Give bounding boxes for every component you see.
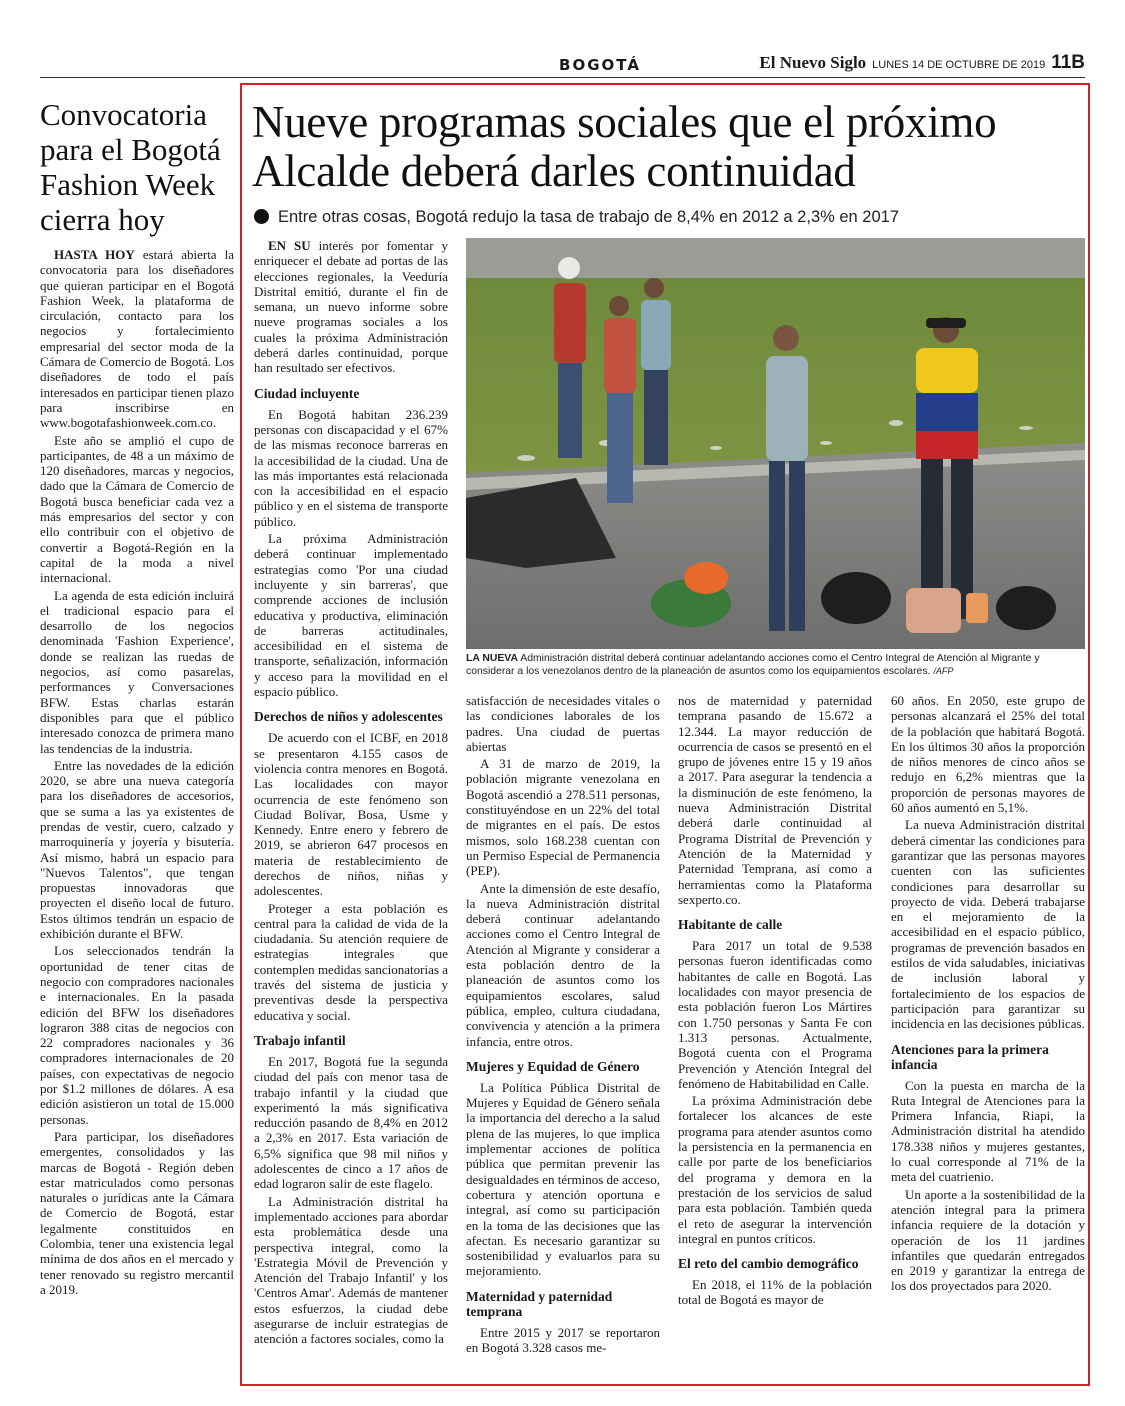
subheading: El reto del cambio demográfico — [678, 1256, 859, 1272]
paragraph: La nueva Administración distrital deberá cimentar las condiciones para garantizar que las personas mayores cuenten con las suficientes condiciones para desarrollar su proyecto de vida. Deberá trabajarse en el mejoramiento de la accesibilidad en el espacio público, programas de prevención basados en estilos de vida saludables, iniciativas de inclusión laboral y fortalecimiento de los espacios de participación para garantizar su incidencia en las decisiones públicas. — [891, 817, 1085, 1032]
paragraph: nos de maternidad y paternidad temprana pasando de 15.672 a 12.344. La mayor reducción de ocurrencia de casos se presentó en el grupo de jóvenes entre 15 y 19 años a 2017. Para asegurar la tendencia a la disminución de este fenómeno, la nueva Administración Distrital deberá darle continuidad al Programa Distrital de Prevención y Atención de la Maternidad y Paternidad Temprana, así como a herramientas como la Plataforma sexperto.co. — [678, 693, 872, 907]
paragraph: 60 años. En 2050, este grupo de personas alcanzará el 25% del total de la población que habitará Bogotá. En los últimos 30 años la proporción de niños menores de cinco años se redujo en 6,2% mientras que la proporción de personas mayores de 60 años aumentó en 5,1%. — [891, 693, 1085, 816]
caption-text: Administración distrital deberá continuar adelantando acciones como el Centro Integral de Atención al Migrante y considerar a los venezolanos dentro de la planeación de asuntos como los equipamientos escolares. — [466, 653, 1040, 677]
photo-caption — [466, 652, 1085, 678]
subheading: Habitante de calle — [678, 917, 783, 933]
subheading: Atenciones para la primera infancia — [891, 1041, 1049, 1072]
side-paragraph: Los seleccionados tendrán la oportunidad de tener citas de negocio con compradores nacionales e internacionales. En la pasada edición del BFW los diseñadores lograron 388 citas de negocios con 22 compradores nacionales y 36 compradores internacionales de 20 países, con expectativas de negocio por $1.2 millones de dólares. A esa edición asistieron un total de 15.000 personas. — [40, 943, 234, 1127]
paragraph: A 31 de marzo de 2019, la población migrante venezolana en Bogotá ascendió a 278.511 personas, constituyéndose en un 22% del total de migrantes en el país. De estos mismos, solo 168.238 cuentan con un Permiso Especial de Permanencia (PEP). — [466, 756, 660, 879]
side-lead: HASTA HOY — [54, 247, 135, 262]
deck-text: Entre otras cosas, Bogotá redujo la tasa de trabajo de 8,4% en 2012 a 2,3% en 2017 — [278, 208, 900, 226]
photo-credit: /AFP — [933, 666, 954, 676]
side-paragraph: HASTA HOY estará abierta la convocatoria para los diseñadores que quieran participar en el Bogotá Fashion Week, la plataforma de circulación, contacto para los negocios y fortalecimiento empresarial del sector moda de la Cámara de Comercio de Bogotá. Los diseñadores de todo el país interesados en participar tienen plazo para inscribirse en www.bogotafashionweek.com.co. — [40, 247, 235, 431]
paragraph: En 2018, el 11% de la población total de Bogotá es mayor de — [678, 1277, 872, 1308]
side-paragraph: Para participar, los diseñadores emergentes, consolidados y las marcas de Bogotá - Región deben estar matriculados como personas naturales o jurídicas ante la Cámara de Comercio de Bogotá, estar legalmente constituidos en Colombia, tener una existencia legal mínima de dos años en el mercado y tener renovado su registro mercantil a 2019. — [40, 1128, 234, 1297]
intro-paragraph: EN SU interés por fomentar y enriquecer el debate ad portas de las elecciones regionales, la Veeduría Distrital emitió, durante el fin de semana, un nuevo informe sobre nueve programas sociales a los cuales la próxima Administración deberá darles continuidad, porque han resultado ser efectivos. — [254, 238, 449, 376]
side-paragraph: Este año se amplió el cupo de participantes, de 48 a un máximo de 120 diseñadores, marcas y negocios, dado que la Cámara de Comercio de Bogotá busca beneficiar cada vez a más empresarios del sector y con ello contribuir con el objetivo de convertir a Bogotá-Región en la capital de la moda a nivel internacional. — [40, 432, 234, 586]
subheading: Ciudad incluyente — [254, 385, 360, 401]
side-paragraph: La agenda de esta edición incluirá el tradicional espacio para el desarrollo de los negocios denominada 'Fashion Experience', donde se realizan las ruedas de negocios, así como pasarelas, performances y Conversaciones BFW. Estas charlas estarán disponibles para que el público interesado conozca de primera mano las tendencias de la industria. — [40, 587, 234, 756]
subheading: Trabajo infantil — [254, 1032, 346, 1048]
paragraph: Ante la dimensión de este desafío, la nueva Administración distrital deberá continuar adelantando acciones como el Centro Integral de Atención al Migrante y considerar a esta población dentro de la planeación de asuntos como los equipamientos escolares, salud pública, empleo, cultura ciudadana, convivencia y atención a la primera infancia, entre otros. — [466, 880, 660, 1049]
paragraph: La próxima Administración debe fortalecer los alcances de este programa para atender asuntos como la persistencia en la permanencia en calle por parte de los beneficiarios del programa y demora en la prestación de los servicios de salud para esta población. También queda el reto de asegurar la intervención integral en puntos críticos. — [678, 1093, 872, 1246]
section-name: BOGOTÁ — [559, 56, 641, 74]
article-lead: EN SU — [268, 238, 311, 253]
side-article — [40, 97, 234, 1297]
main-headline: Nueve programas sociales que el próximo Alcalde deberá darles continuidad — [252, 97, 997, 196]
paragraph: La próxima Administración deberá continuar implementado estrategias como 'Por una ciudad incluyente y sin barreras', que comprende acciones de inclusión educativa y productiva, eliminación de barreras actitudinales, accesibilidad en el sistema de transporte, señalización, información y acceso para la movilidad en el espacio público. — [254, 531, 448, 700]
side-paragraph: Entre las novedades de la edición 2020, se abre una nueva categoría para los diseñadores de accesorios, que se suma a las ya existentes de prendas de vestir, cuero, calzado y marroquinería y joyería y bisutería. Así mismo, habrá un espacio para "Nuevos Talentos", que tengan propuestas innovadoras que proyecten el diseño local de futuro. Estos últimos tendrán un espacio de exhibición durante el BFW. — [40, 757, 234, 942]
issue-date: LUNES 14 DE OCTUBRE DE 2019 — [872, 59, 1046, 71]
photo-illustration — [466, 238, 1085, 649]
paragraph: Un aporte a la sostenibilidad de la atención integral para la primera infancia requiere de la dotación y operación de los 11 jardines infantiles que quedarán entregados en 2019 y garantizar la entrega de los dos proyectados para 2020. — [891, 1186, 1085, 1294]
news-photo — [466, 238, 1085, 649]
article-column-3 — [678, 693, 872, 1308]
paragraph: Con la puesta en marcha de la Ruta Integral de Atenciones para la Primera Infancia, Riapi, la Administración distrital ha atendido 178.338 niños y mujeres gestantes, lo cual corresponde al 71% de la meta del cuatrienio. — [891, 1077, 1085, 1185]
page-header — [40, 50, 1085, 78]
header-rule — [40, 77, 1085, 78]
paragraph: Entre 2015 y 2017 se reportaron en Bogotá 3.328 casos me- — [466, 1324, 660, 1355]
subheading: Mujeres y Equidad de Género — [466, 1058, 640, 1074]
paragraph: Proteger a esta población es central para la calidad de vida de la ciudadanía. Su atención requiere de estrategias integrales que contemplen medidas sancionatorias a través del sistema de justicia y preventivas desde la perspectiva educativa y social. — [254, 900, 448, 1023]
masthead — [759, 52, 1085, 74]
side-headline: Convocatoria para el Bogotá Fashion Week cierra hoy — [40, 97, 221, 237]
paragraph: La Política Pública Distrital de Mujeres y Equidad de Género señala la importancia del derecho a la salud plena de las mujeres, lo que implica implementar acciones de política pública que permitan prevenir las desigualdades en términos de acceso, cobertura y atención oportuna e integral, así como su participación en la toma de las decisiones que las afectan. Es necesario garantizar su sostenibilidad y evaluarlos para su mejoramiento. — [466, 1079, 660, 1279]
paragraph: La Administración distrital ha implementado acciones para abordar esta problemática desde una perspectiva integral, como la 'Estrategia Móvil de Prevención y Atención del Trabajo Infantil' y los 'Centros Amar'. Además de mantener estos esfuerzos, la ciudad debe asegurarse de incluir estrategias de atención a factores sociales, como la — [254, 1193, 448, 1347]
article-column-2 — [466, 693, 660, 1355]
article-column-4 — [891, 693, 1085, 1294]
subheading: Derechos de niños y adolescentes — [254, 709, 443, 725]
article-column-1 — [254, 238, 448, 1347]
paragraph: En 2017, Bogotá fue la segunda ciudad del país con menor tasa de trabajo infantil y la ciudad que experimentó la más significativa reducción pasando de 8,4% en 2012 a 2,3% en 2017. Esta variación de 6,5% significa que 98 mil niños y adolescentes de cinco a 17 años de edad lograron salir de este flagelo. — [254, 1053, 448, 1192]
paragraph: De acuerdo con el ICBF, en 2018 se presentaron 4.155 casos de violencia contra menores en Bogotá. Las localidades con mayor ocurrencia de este fenómeno son Ciudad Bolívar, Bosa, Usme y Kennedy. Entre enero y febrero de 2019, se abrieron 647 procesos en materia de restablecimiento de derechos de niños, niñas y adolescentes. — [254, 730, 448, 899]
bullet-icon — [254, 209, 269, 224]
paragraph: Para 2017 un total de 9.538 personas fueron identificadas como habitantes de calle en Bogotá. Las localidades con mayor presencia de esta población fueron Los Mártires con 1.750 personas y Santa Fe con 1.313 personas. Actualmente, Bogotá cuenta con el Programa Prevención y Atención Integral del fenómeno de Habitabilidad en Calle. — [678, 938, 872, 1091]
deck — [254, 208, 1084, 227]
paragraph: satisfacción de necesidades vitales o las condiciones laborales de los padres. Una ciudad de puertas abiertas — [466, 693, 660, 754]
subheading: Maternidad y paternidad temprana — [466, 1288, 613, 1319]
page-number: 11B — [1051, 52, 1085, 73]
paragraph: En Bogotá habitan 236.239 personas con discapacidad y el 67% de las mismas reconoce barreras en la accesibilidad de la ciudad. Una de las más importantes está relacionada con la accesibilidad en el espacio público y en el sistema de transporte público. — [254, 406, 448, 529]
masthead-name: El Nuevo Siglo — [759, 53, 867, 72]
caption-lead: LA NUEVA — [466, 653, 518, 664]
